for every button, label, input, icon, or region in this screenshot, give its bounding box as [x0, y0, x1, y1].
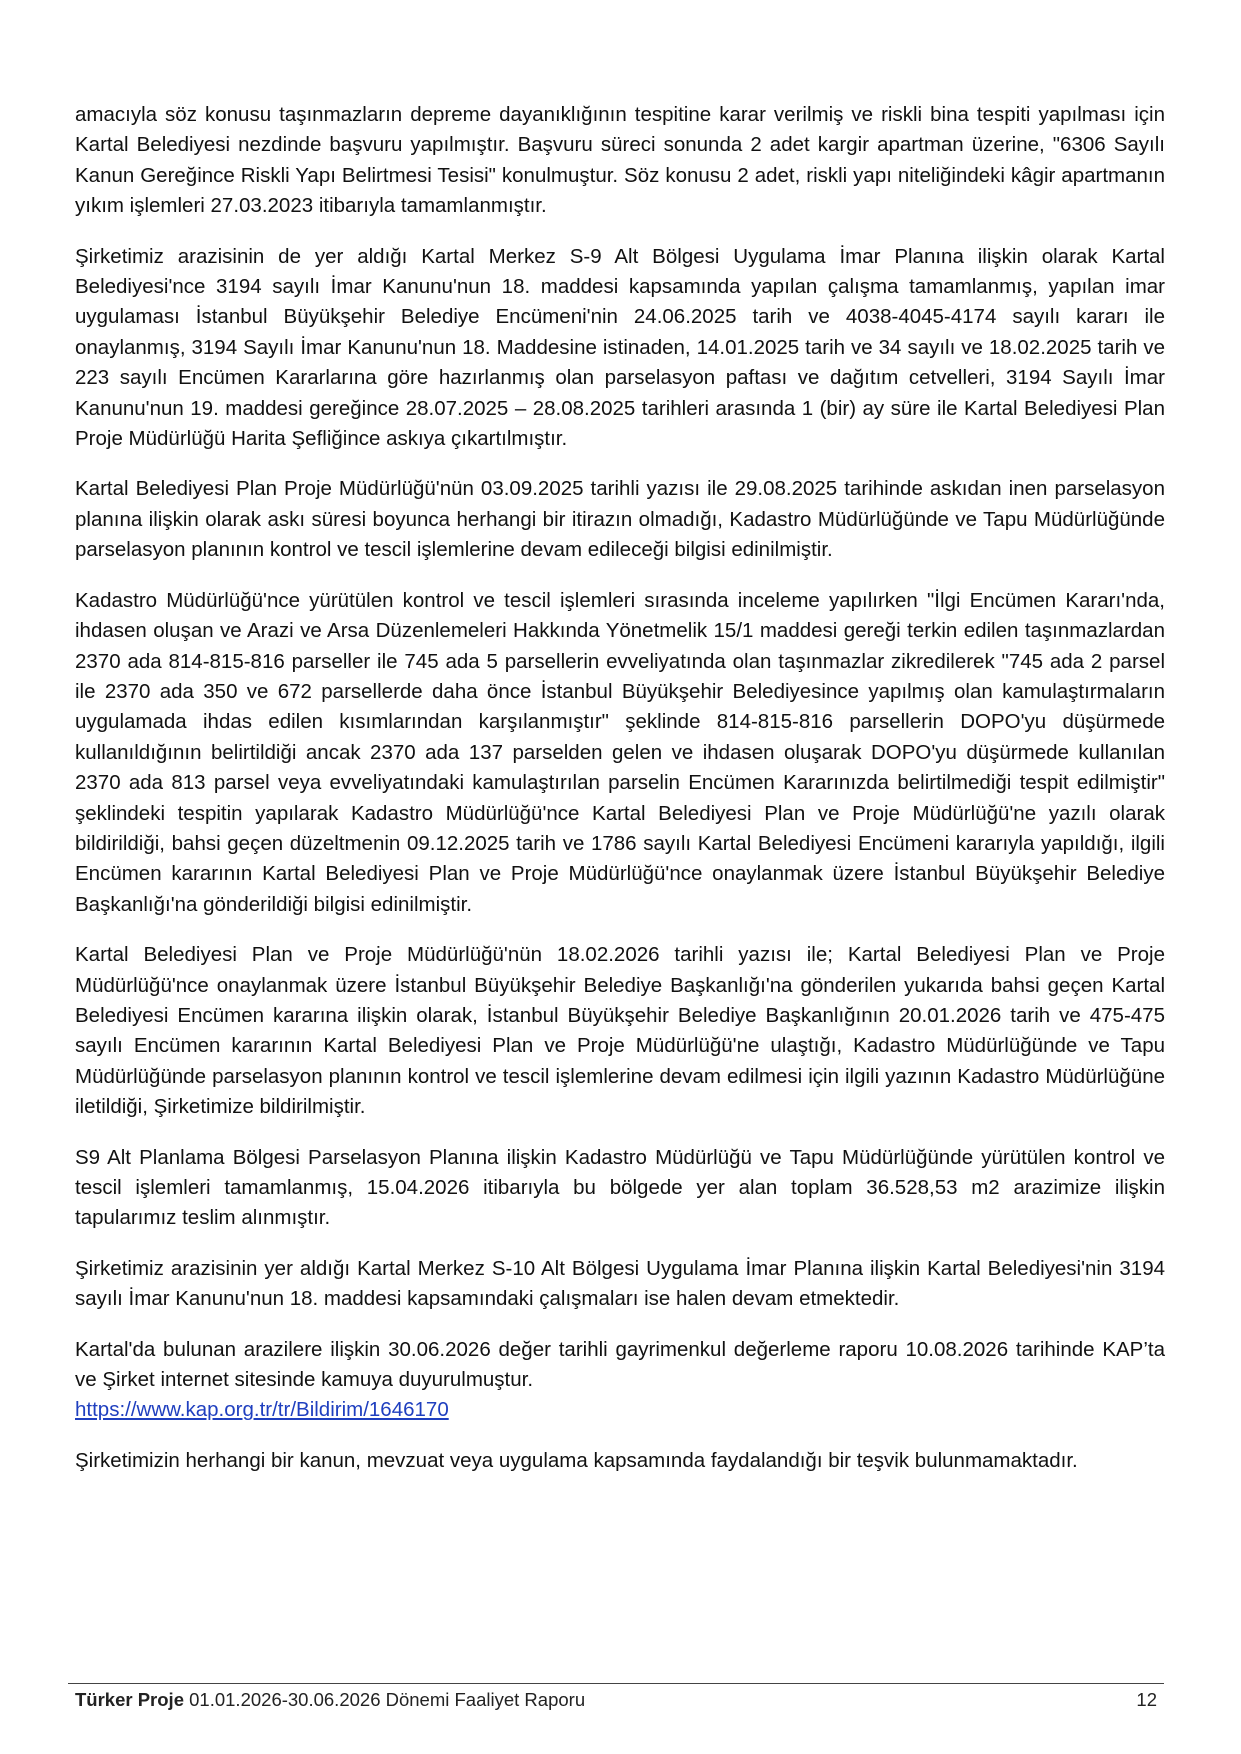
footer-company-name: Türker Proje	[75, 1689, 184, 1710]
paragraph-s10-zoning-plan: Şirketimiz arazisinin yer aldığı Kartal Merkez S-10 Alt Bölgesi Uygulama İmar Planına ilişkin Kartal Belediyesi'nin 3194 sayılı İmar Kanunu'nun 18. maddesi kapsamındaki çalışmaları ise halen devam etmektedir.	[75, 1256, 1165, 1311]
paragraph-incentives: Şirketimizin herhangi bir kanun, mevzuat veya uygulama kapsamında faydalandığı bir teşvik bulunmamaktadır.	[75, 1448, 1078, 1472]
page-footer	[75, 1687, 1157, 1713]
kap-disclosure-link[interactable]: https://www.kap.org.tr/tr/Bildirim/1646170	[75, 1398, 449, 1422]
report-body	[75, 100, 1165, 1496]
paragraph-s9-zoning-plan: Şirketimiz arazisinin de yer aldığı Kartal Merkez S-9 Alt Bölgesi Uygulama İmar Planına ilişkin olarak Kartal Belediyesi'nce 3194 sayılı İmar Kanunu'nun 18. maddesi kapsamında yapılan çalışma tamamlanmış, yapılan imar uygulaması İstanbul Büyükşehir Belediye Encümeni'nin 24.06.2025 tarih ve 4038-4045-4174 sayılı kararı ile onaylanmış, 3194 Sayılı İmar Kanunu'nun 18. Maddesine istinaden, 14.01.2025 tarih ve 34 sayılı ve 18.02.2025 tarih ve 223 sayılı Encümen Kararlarına göre hazırlanmış olan parselasyon paftası ve dağıtım cetvelleri, 3194 Sayılı İmar Kanunu'nun 19. maddesi gereğince 28.07.2025 – 28.08.2025 tarihleri arasında 1 (bir) ay süre ile Kartal Belediyesi Plan Proje Müdürlüğü Harita Şefliğince askıya çıkartılmıştır.	[75, 244, 1165, 451]
paragraph-cadastre-review: Kadastro Müdürlüğü'nce yürütülen kontrol ve tescil işlemleri sırasında inceleme yapılırken "İlgi Encümen Kararı'nda, ihdasen oluşan ve Arazi ve Arsa Düzenlemeleri Hakkında Yönetmelik 15/1 maddesi gereği terkin edilen taşınmazlardan 2370 ada 814-815-816 parseller ile 745 ada 5 parsellerin evveliyatında olan taşınmazlar zikredilerek "745 ada 2 parsel ile 2370 ada 350 ve 672 parsellerde daha önce İstanbul Büyükşehir Belediyesince yapılmış olan kamulaştırmaların uygulamada ihdas edilen kısımlarından karşılanmıştır" şeklinde 814-815-816 parsellerin DOPO'yu düşürmede kullanıldığının belirtildiği ancak 2370 ada 137 parselden gelen ve ihdasen oluşarak DOPO'yu düşürmede kullanılan 2370 ada 813 parsel veya evveliyatındaki kamulaştırılan parselin Encümen Kararınızda belirtilmediği tespit edilmiştir" şeklindeki tespitin yapılarak Kadastro Müdürlüğü'nce Kartal Belediyesi Plan ve Proje Müdürlüğü'ne yazılı olarak bildirildiği, bahsi geçen düzeltmenin 09.12.2025 tarih ve 1786 sayılı Kartal Belediyesi Encümeni kararıyla yapıldığı, ilgili Encümen kararının Kartal Belediyesi Plan ve Proje Müdürlüğü'nce onaylanmak üzere İstanbul Büyükşehir Belediye Başkanlığı'na gönderildiği bilgisi edinilmiştir.	[75, 588, 1165, 916]
paragraph-metropolitan-approval: Kartal Belediyesi Plan ve Proje Müdürlüğü'nün 18.02.2026 tarihli yazısı ile; Kartal Belediyesi Plan ve Proje Müdürlüğü'nce onaylanmak üzere İstanbul Büyükşehir Belediye Başkanlığı'na gönderilen yukarıda bahsi geçen Kartal Belediyesi Encümen kararına ilişkin olarak, İstanbul Büyükşehir Belediye Başkanlığının 20.01.2026 tarih ve 475-475 sayılı Encümen kararının Kartal Belediyesi Plan ve Proje Müdürlüğü'ne ulaştığı, Kadastro Müdürlüğünde ve Tapu Müdürlüğünde parselasyon planının kontrol ve tescil işlemlerine devam edilmesi için ilgili yazının Kadastro Müdürlüğüne iletildiği, Şirketimize bildirilmiştir.	[75, 943, 1165, 1119]
valuation-text: Kartal'da bulunan arazilere ilişkin 30.06.2026 değer tarihli gayrimenkul değerleme raporu 10.08.2026 tarihinde KAP’ta ve Şirket internet sitesinde kamuya duyurulmuştur.	[75, 1337, 1165, 1392]
paragraph-valuation-report	[75, 1335, 1165, 1426]
paragraph-objection-period: Kartal Belediyesi Plan Proje Müdürlüğü'nün 03.09.2025 tarihli yazısı ile 29.08.2025 tarihinde askıdan inen parselasyon planına ilişkin olarak askı süresi boyunca herhangi bir itirazın olmadığı, Kadastro Müdürlüğünde ve Tapu Müdürlüğünde parselasyon planının kontrol ve tescil işlemlerine devam edileceği bilgisi edinilmiştir.	[75, 477, 1165, 562]
paragraph-title-deeds: S9 Alt Planlama Bölgesi Parselasyon Planına ilişkin Kadastro Müdürlüğü ve Tapu Müdürlüğünde yürütülen kontrol ve tescil işlemleri tamamlanmış, 15.04.2026 itibarıyla bu bölgede yer alan toplam 36.528,53 m2 arazimize ilişkin tapularımız teslim alınmıştır.	[75, 1145, 1165, 1230]
footer-report-period: 01.01.2026-30.06.2026 Dönemi Faaliyet Raporu	[189, 1689, 586, 1710]
footer-divider	[68, 1683, 1164, 1684]
paragraph-risk-assessment: amacıyla söz konusu taşınmazların depreme dayanıklığının tespitine karar verilmiş ve riskli bina tespiti yapılması için Kartal Belediyesi nezdinde başvuru yapılmıştır. Başvuru süreci sonunda 2 adet kargir apartman üzerine, "6306 Sayılı Kanun Gereğince Riskli Yapı Belirtmesi Tesisi" konulmuştur. Söz konusu 2 adet, riskli yapı niteliğindeki kâgir apartmanın yıkım işlemleri 27.03.2023 itibarıyla tamamlanmıştır.	[75, 103, 1165, 218]
page-number: 12	[1136, 1689, 1157, 1710]
